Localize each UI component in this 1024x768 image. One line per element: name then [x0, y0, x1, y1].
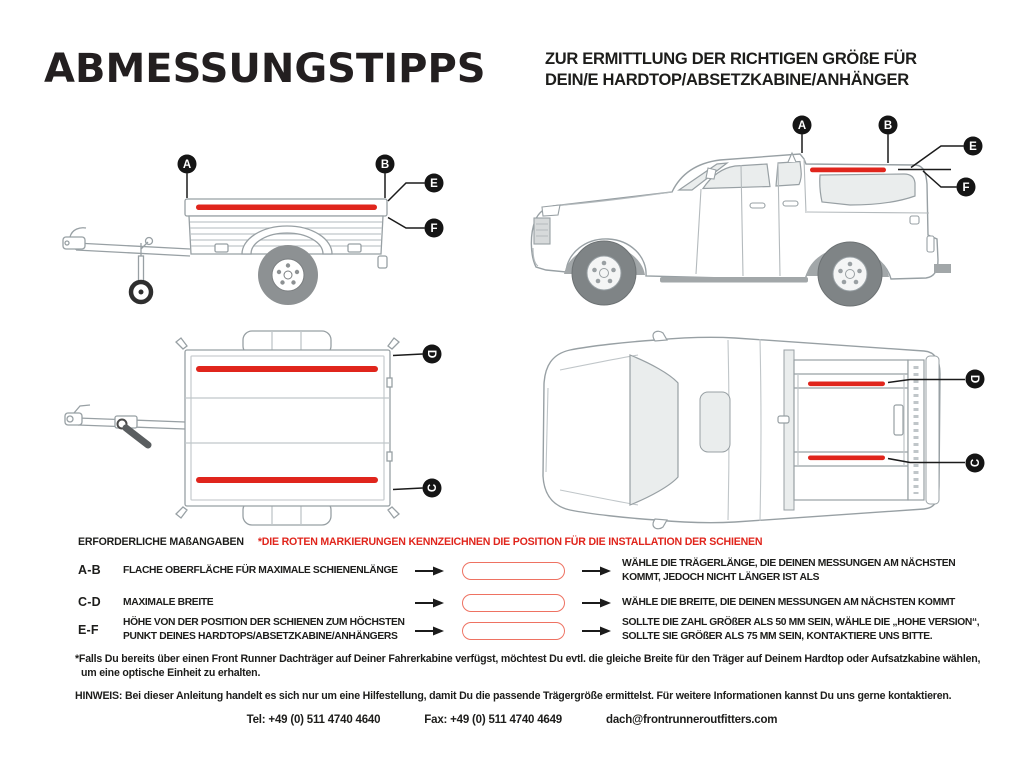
- asterisk-footnote: [75, 652, 1024, 680]
- measurement-row-ab: [78, 556, 968, 588]
- subtitle-line-2: DEIN/E HARDTOP/ABSETZKABINE/ANHÄNGER: [545, 71, 909, 89]
- taillight: [927, 236, 934, 252]
- hinweis-note: HINWEIS: Bei dieser Anleitung handelt es sich nur um eine Hilfestellung, damit Du die passende Trägergröße ermittelst. Für weitere Informationen kannst Du uns gerne kontaktieren.: [75, 690, 952, 702]
- trailer-wheel: [258, 245, 318, 305]
- bed: [778, 360, 908, 500]
- trailer-top-view: [60, 328, 460, 528]
- arrow-icon: [582, 598, 612, 608]
- marker-e: [964, 137, 983, 156]
- truck-top-view: [530, 330, 990, 530]
- rear-bumper-step: [934, 264, 951, 273]
- sunroof: [700, 392, 730, 452]
- page-subtitle: [545, 49, 975, 91]
- door-handle: [783, 201, 798, 206]
- arrow-icon: [415, 598, 445, 608]
- contact-email: dach@frontrunneroutfitters.com: [606, 714, 778, 726]
- pointer-lines: [393, 354, 423, 490]
- arrow-icon: [415, 566, 445, 576]
- rail-marker-stripe: [196, 205, 377, 211]
- measurement-row-ef: [78, 610, 980, 650]
- measurement-input-a-b[interactable]: [462, 562, 565, 580]
- arrow-icon: [582, 626, 612, 636]
- windshield: [630, 355, 678, 505]
- arrow-icon: [415, 626, 445, 636]
- subtitle-line-1: ZUR ERMITTLUNG DER RICHTIGEN GRÖßE FÜR: [545, 50, 917, 68]
- marker-c: [423, 479, 442, 498]
- rail-marker-stripe: [810, 168, 886, 173]
- svg-text:C: C: [970, 458, 982, 468]
- marker-e: [425, 174, 444, 193]
- svg-text:A: A: [797, 120, 807, 132]
- svg-text:D: D: [968, 374, 980, 384]
- rail-marker-stripe: [808, 456, 885, 461]
- svg-text:B: B: [883, 120, 893, 132]
- measurements-heading: ERFORDERLICHE MAßANGABEN: [78, 536, 244, 548]
- brake-light: [778, 416, 789, 423]
- row-description: MAXIMALE BREITE: [123, 597, 214, 608]
- marker-f: [957, 178, 976, 197]
- svg-text:B: B: [380, 159, 390, 171]
- marker-d: [966, 370, 985, 389]
- svg-text:C: C: [427, 483, 439, 493]
- asterisk-footnote-line2: um eine optische Einheit zu erhalten.: [81, 667, 261, 679]
- measurement-input-e-f[interactable]: [462, 622, 565, 640]
- row-key: C-D: [78, 595, 101, 609]
- truck-side-view: [520, 108, 1000, 313]
- tailgate: [908, 356, 939, 504]
- contact-bar: [0, 714, 1024, 726]
- row-key: A-B: [78, 563, 101, 577]
- arrow-icon: [582, 566, 612, 576]
- row-result: SOLLTE DIE ZAHL GRÖßER ALS 50 MM SEIN, WÄHLE DIE „HOHE VERSION“, SOLLTE SIE GRÖßER ALS 75 MM SEIN, KONTAKTIERE UNS BITTE.: [622, 617, 980, 642]
- canopy-window: [820, 174, 915, 205]
- headlight: [542, 205, 560, 216]
- rail-marker-stripe: [196, 366, 378, 372]
- marker-b: [879, 116, 898, 135]
- side-mirror: [706, 168, 716, 179]
- trailer-side-view: [60, 125, 460, 325]
- marker-d: [423, 345, 442, 364]
- red-markings-note: *DIE ROTEN MARKIERUNGEN KENNZEICHNEN DIE POSITION FÜR DIE INSTALLATION DER SCHIENEN: [257, 536, 763, 548]
- bed-toolbox: [894, 405, 903, 435]
- rail-marker-stripe: [196, 477, 378, 483]
- grille: [534, 218, 550, 244]
- measurements-heading-row: [78, 536, 762, 548]
- rear-window-band: [784, 350, 794, 510]
- contact-fax: Fax: +49 (0) 511 4740 4649: [424, 714, 562, 726]
- row-key: E-F: [78, 623, 99, 637]
- row-result: WÄHLE DIE BREITE, DIE DEINEN MESSUNGEN AM NÄCHSTEN KOMMT: [622, 597, 955, 608]
- svg-text:A: A: [182, 159, 192, 171]
- measurement-input-c-d[interactable]: [462, 594, 565, 612]
- svg-text:F: F: [962, 182, 970, 194]
- svg-text:F: F: [430, 223, 438, 235]
- svg-text:E: E: [430, 178, 438, 190]
- row-result: WÄHLE DIE TRÄGERLÄNGE, DIE DEINEN MESSUNGEN AM NÄCHSTEN KOMMT, JEDOCH NICHT LÄNGER IST ALS: [622, 558, 956, 583]
- fuel-door: [910, 216, 919, 224]
- row-description: FLACHE OBERFLÄCHE FÜR MAXIMALE SCHIENENLÄNGE: [123, 565, 398, 576]
- row-description: HÖHE VON DER POSITION DER SCHIENEN ZUM HÖCHSTEN PUNKT DEINES HARDTOPS/ABSETZKABINE/ANHÄNGERS: [123, 617, 405, 642]
- trailer-drawbar: [63, 228, 190, 283]
- rear-bumper: [926, 356, 939, 504]
- marker-a: [793, 116, 812, 135]
- contact-tel: Tel: +49 (0) 511 4740 4640: [246, 714, 381, 726]
- trailer-top-body: [176, 331, 399, 525]
- svg-text:E: E: [969, 141, 977, 153]
- asterisk-footnote-line1: *Falls Du bereits über einen Front Runner Dachträger auf Deiner Fahrerkabine verfügst, möchtest Du evtl. die gleiche Breite für den Träger auf Deinem Hardtop oder Aufsatzkabine wählen,: [75, 653, 981, 665]
- marker-a: [178, 155, 197, 174]
- door-handle: [750, 203, 765, 208]
- jockey-wheel: [131, 282, 151, 302]
- marker-c: [966, 454, 985, 473]
- svg-text:D: D: [425, 349, 437, 359]
- rail-marker-stripe: [808, 382, 885, 387]
- hitch-coupler: [63, 237, 85, 249]
- marker-f: [425, 219, 444, 238]
- marker-b: [376, 155, 395, 174]
- page-title: ABMESSUNGSTIPPS: [44, 46, 486, 92]
